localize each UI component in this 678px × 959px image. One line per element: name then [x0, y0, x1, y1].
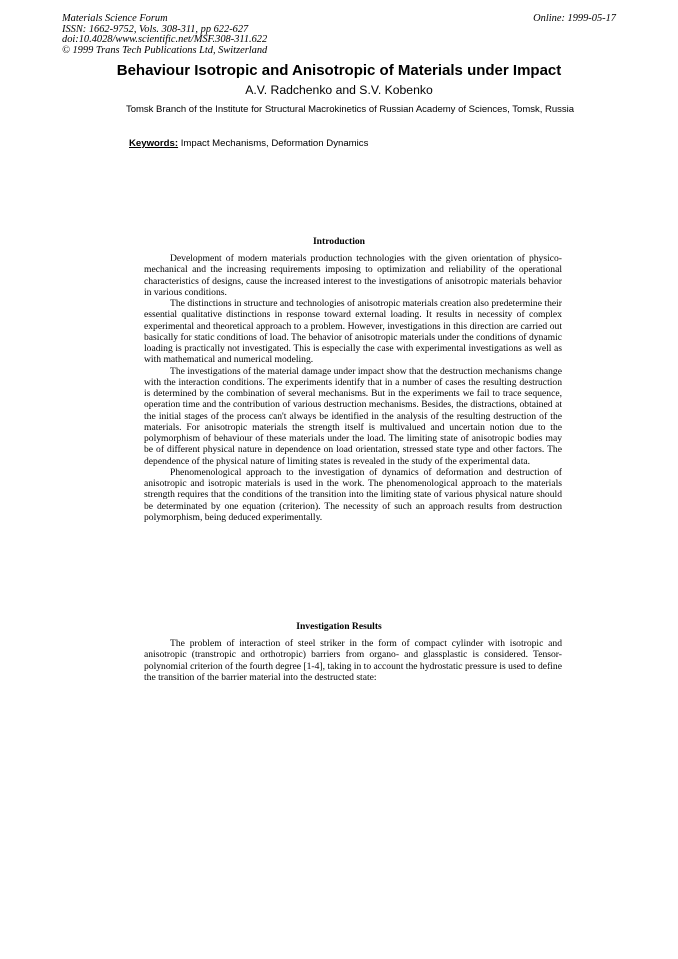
paragraph: The distinctions in structure and technologies of anisotropic materials creation also predetermine their essential qualitative distinctions in response toward external loading. It results in necessity of complex experimental and theoretical approach to a problem. However, investigations in this direction are carried out basically for static conditions of load. The behavior of anisotropic materials under the conditions of dynamic loading is practically not investigated. This is especially the case with experimental investigations as well as with mathematical and numerical modeling.: [144, 298, 562, 366]
paper-title-clipped: [0, 62, 678, 79]
results-body: [144, 638, 562, 683]
paragraph: Phenomenological approach to the investigation of dynamics of deformation and destruction of anisotropic and isotropic materials is used in the work. The phenomenological approach to the materials strength requires that the conditions of the transition into the limiting state of various physical nature should be determinated by one equation (criterion). The necessity of such an approach results from destruction polymorphism, being deduced experimentally.: [144, 466, 562, 523]
introduction-body: [144, 253, 562, 523]
publication-header: [62, 14, 616, 56]
keywords-value: Impact Mechanisms, Deformation Dynamics: [180, 138, 369, 149]
paragraph: The problem of interaction of steel striker in the form of compact cylinder with isotropic and anisotropic (transtropic and orthotropic) barriers from organo- and glassplastic is considered. Tensor-polynomial criterion of the fourth degree [1-4], taking in to account the hydrostatic pressure is used to define the transition of the barrier material into the destructed state:: [144, 638, 562, 683]
journal-name: Materials Science Forum: [62, 13, 168, 24]
issn-line: ISSN: 1662-9752, Vols. 308-311, pp 622-627: [62, 23, 249, 35]
paper-title: Behaviour Isotropic and Anisotropic of Materials under Impact: [116, 62, 562, 79]
affiliation: Tomsk Branch of the Institute for Structural Macrokinetics of Russian Academy of Sciences, Tomsk, Russia: [125, 104, 575, 115]
authors: A.V. Radchenko and S.V. Kobenko: [245, 83, 433, 97]
section-heading-introduction: Introduction: [312, 236, 366, 247]
section-heading-results: Investigation Results: [296, 621, 382, 632]
online-date: Online: 1999-05-17: [533, 13, 616, 24]
paragraph: Development of modern materials production technologies with the given orientation of physico-mechanical and the increasing requirements imposing to optimization and reliability of the operational characteristics of designs, cause the increased interest to the investigations of anisotropic materials behavior in various conditions.: [144, 253, 562, 298]
copyright-line: © 1999 Trans Tech Publications Ltd, Switzerland: [62, 44, 268, 56]
doi-line[interactable]: doi:10.4028/www.scientific.net/MSF.308-311.622: [62, 34, 268, 46]
keywords-label: Keywords:: [129, 138, 179, 149]
keywords: [129, 138, 368, 149]
paragraph: The investigations of the material damage under impact show that the destruction mechanisms change with the interaction conditions. The experiments identify that in a number of cases the resulting destruction is determined by the combination of several mechanisms. But in the experiments we fail to trace sequence, operation time and the contribution of various destruction mechanisms. Besides, the distractions, obtained at the initial stages of the process can't always be identified in the analysis of the resulting destruction of the materials. For anisotropic materials the strength itself is multivalued and uncertain notion due to the polymorphism of behaviour of these materials under the load. The limiting state of anisotropic bodies may be of different physical nature in dependence on load orientation, stressed state type and other factors. The dependence of the physical nature of limiting states is revealed in the study of the experimental data.: [144, 365, 562, 467]
